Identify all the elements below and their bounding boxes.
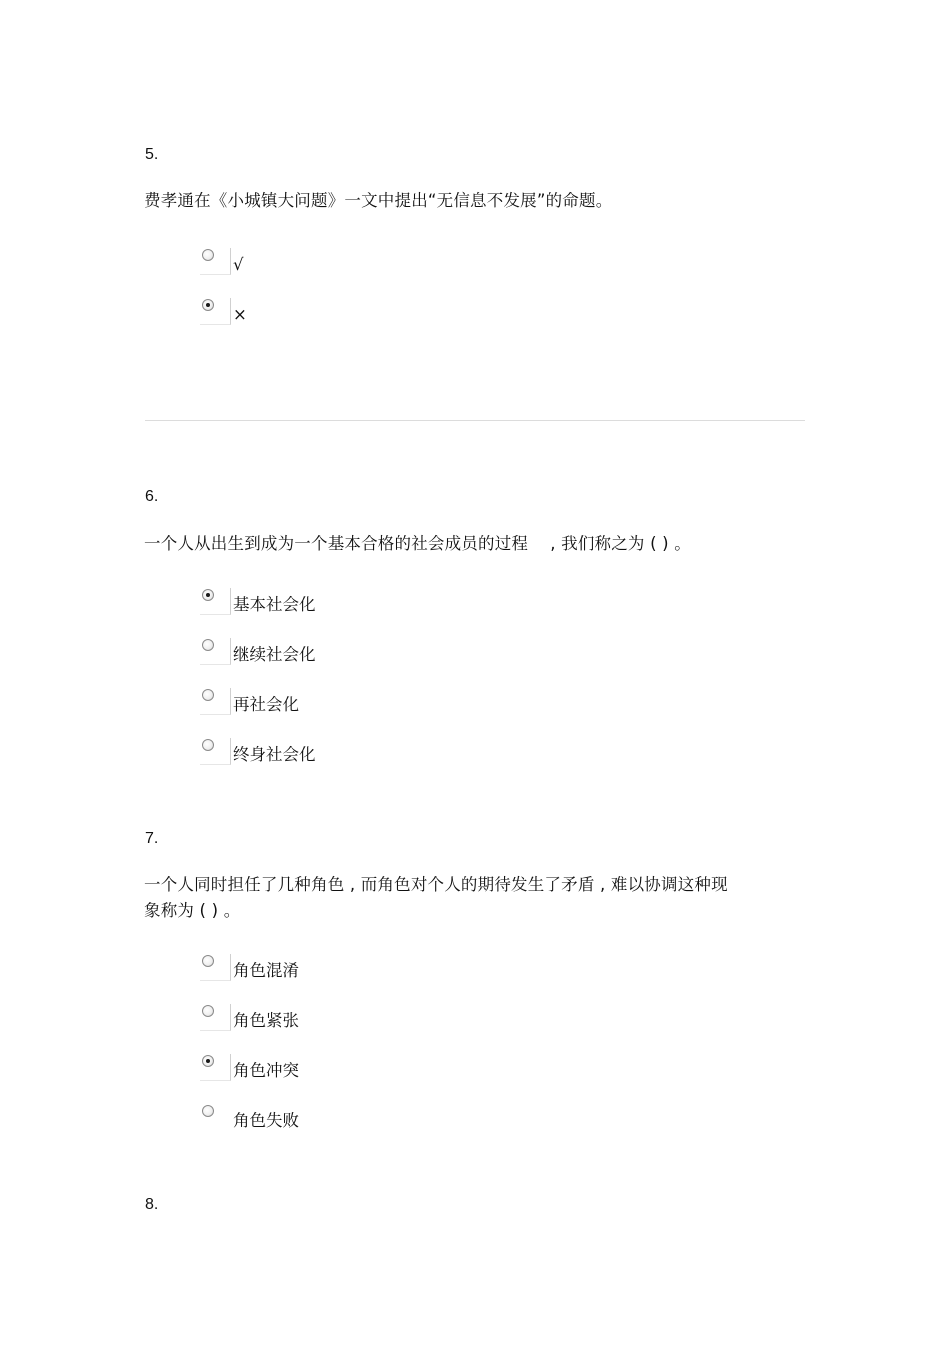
radio-box[interactable] — [200, 738, 231, 765]
radio-button-selected[interactable] — [202, 1055, 214, 1067]
radio-button[interactable] — [202, 1005, 214, 1017]
radio-button[interactable] — [202, 739, 214, 751]
radio-button-selected[interactable] — [202, 589, 214, 601]
radio-button[interactable] — [202, 249, 214, 261]
question-number: 5. — [145, 146, 159, 163]
question-number: 6. — [145, 488, 159, 505]
radio-box[interactable] — [200, 954, 231, 981]
option-label: 角色混淆 — [233, 961, 299, 980]
radio-button[interactable] — [202, 955, 214, 967]
option-label: √ — [233, 255, 244, 274]
radio-box[interactable] — [200, 248, 231, 275]
option-label: 角色紧张 — [233, 1011, 299, 1030]
radio-button[interactable] — [202, 689, 214, 701]
radio-box[interactable] — [200, 638, 231, 665]
question-stem: 一个人从出生到成为一个基本合格的社会成员的过程 , 我们称之为 ( ) 。 — [144, 534, 691, 553]
radio-button[interactable] — [202, 639, 214, 651]
radio-box[interactable] — [200, 588, 231, 615]
radio-box[interactable] — [200, 298, 231, 325]
question-stem-line: 象称为 ( ) 。 — [144, 901, 241, 920]
option-label: × — [233, 305, 247, 324]
option-label: 终身社会化 — [233, 745, 316, 764]
radio-button[interactable] — [202, 1105, 214, 1117]
option-label: 继续社会化 — [233, 645, 316, 664]
question-number: 8. — [145, 1196, 159, 1213]
option-label: 基本社会化 — [233, 595, 316, 614]
option-label: 再社会化 — [233, 695, 299, 714]
radio-box[interactable] — [200, 1054, 231, 1081]
radio-button-selected[interactable] — [202, 299, 214, 311]
radio-box[interactable] — [200, 688, 231, 715]
section-divider — [145, 420, 805, 421]
radio-box[interactable] — [200, 1104, 230, 1130]
question-stem-line: 一个人同时担任了几种角色 , 而角色对个人的期待发生了矛盾 , 难以协调这种现 — [144, 875, 728, 894]
question-stem — [144, 872, 804, 924]
question-number: 7. — [145, 830, 159, 847]
option-label: 角色失败 — [233, 1111, 299, 1130]
option-label: 角色冲突 — [233, 1061, 299, 1080]
radio-box[interactable] — [200, 1004, 231, 1031]
question-stem: 费孝通在《小城镇大问题》一文中提出“无信息不发展”的命题。 — [144, 191, 613, 210]
